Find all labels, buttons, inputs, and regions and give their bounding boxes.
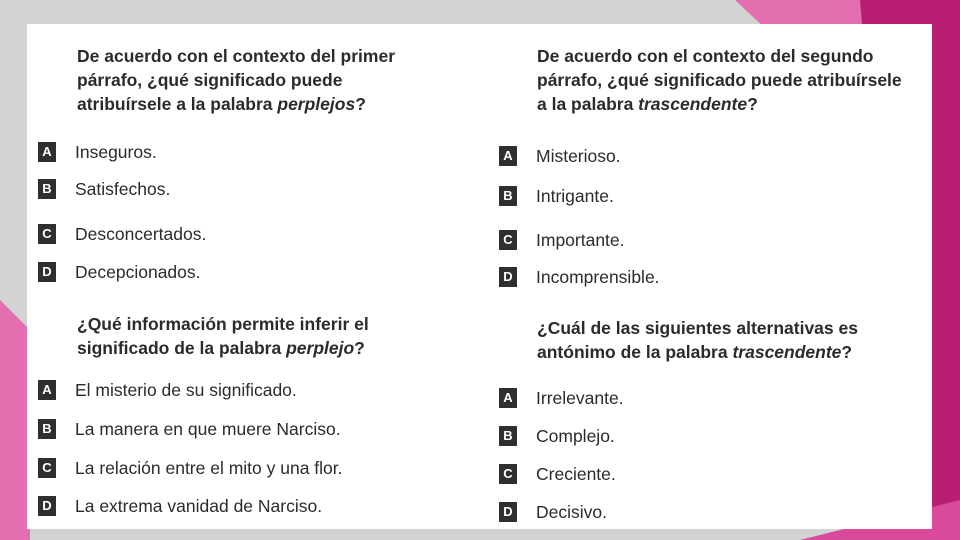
- option-letter-badge: D: [499, 267, 517, 287]
- question-4-question-mark: ?: [841, 342, 853, 362]
- option-letter-badge: C: [38, 224, 56, 244]
- option-letter-badge: B: [38, 179, 56, 199]
- option-text: Importante.: [536, 230, 625, 250]
- question-2-line-2-text: significado de la palabra: [77, 338, 287, 358]
- question-4: [537, 316, 858, 364]
- option-letter-badge: D: [499, 502, 517, 522]
- option-text: Decepcionados.: [75, 262, 201, 282]
- question-3-line-1: De acuerdo con el contexto del segundo: [537, 46, 874, 66]
- question-2-keyword: perplejo: [286, 338, 355, 358]
- option-text: Satisfechos.: [75, 179, 171, 199]
- question-4-line-2-text: antónimo de la palabra: [537, 342, 733, 362]
- option-text: El misterio de su significado.: [75, 380, 297, 400]
- question-3: [537, 44, 902, 116]
- question-2-question-mark: ?: [354, 338, 365, 358]
- option-text: Desconcertados.: [75, 224, 207, 244]
- question-1-line-3: [77, 92, 395, 116]
- question-4-line-1: ¿Cuál de las siguientes alternativas es: [537, 318, 858, 338]
- option-text: Misterioso.: [536, 146, 621, 166]
- option-text: La extrema vanidad de Narciso.: [75, 496, 323, 516]
- question-1-keyword: perplejos: [277, 94, 356, 114]
- question-4-line-2: [537, 340, 858, 364]
- question-1-line-2: párrafo, ¿qué significado puede: [77, 70, 343, 90]
- option-letter-badge: C: [499, 464, 517, 484]
- question-1-line-3-text: atribuírsele a la palabra: [77, 94, 278, 114]
- option-letter-badge: B: [38, 419, 56, 439]
- option-text: La manera en que muere Narciso.: [75, 419, 341, 439]
- option-text: Inseguros.: [75, 142, 157, 162]
- option-letter-badge: A: [38, 380, 56, 400]
- question-1: [77, 44, 395, 116]
- option-text: Creciente.: [536, 464, 616, 484]
- question-2-line-2: [77, 336, 369, 360]
- option-letter-badge: C: [499, 230, 517, 250]
- question-4-keyword: trascendente: [732, 342, 842, 362]
- question-3-line-2: párrafo, ¿qué significado puede atribuírsele: [537, 70, 902, 90]
- option-text: La relación entre el mito y una flor.: [75, 458, 343, 478]
- option-text: Complejo.: [536, 426, 615, 446]
- option-letter-badge: D: [38, 496, 56, 516]
- question-3-question-mark: ?: [747, 94, 758, 114]
- question-1-line-1: De acuerdo con el contexto del primer: [77, 46, 395, 66]
- option-letter-badge: B: [499, 426, 517, 446]
- option-letter-badge: C: [38, 458, 56, 478]
- option-text: Decisivo.: [536, 502, 607, 522]
- pink-ribbon-left: [0, 300, 30, 540]
- option-text: Intrigante.: [536, 186, 614, 206]
- option-letter-badge: A: [499, 146, 517, 166]
- question-3-line-3-text: a la palabra: [537, 94, 639, 114]
- option-text: Irrelevante.: [536, 388, 624, 408]
- question-2-line-1: ¿Qué información permite inferir el: [77, 314, 369, 334]
- question-sheet: [27, 24, 932, 529]
- question-1-question-mark: ?: [355, 94, 366, 114]
- option-letter-badge: A: [499, 388, 517, 408]
- option-letter-badge: D: [38, 262, 56, 282]
- question-3-keyword: trascendente: [638, 94, 748, 114]
- option-letter-badge: A: [38, 142, 56, 162]
- question-2: [77, 312, 369, 360]
- option-text: Incomprensible.: [536, 267, 660, 287]
- question-3-line-3: [537, 92, 902, 116]
- option-letter-badge: B: [499, 186, 517, 206]
